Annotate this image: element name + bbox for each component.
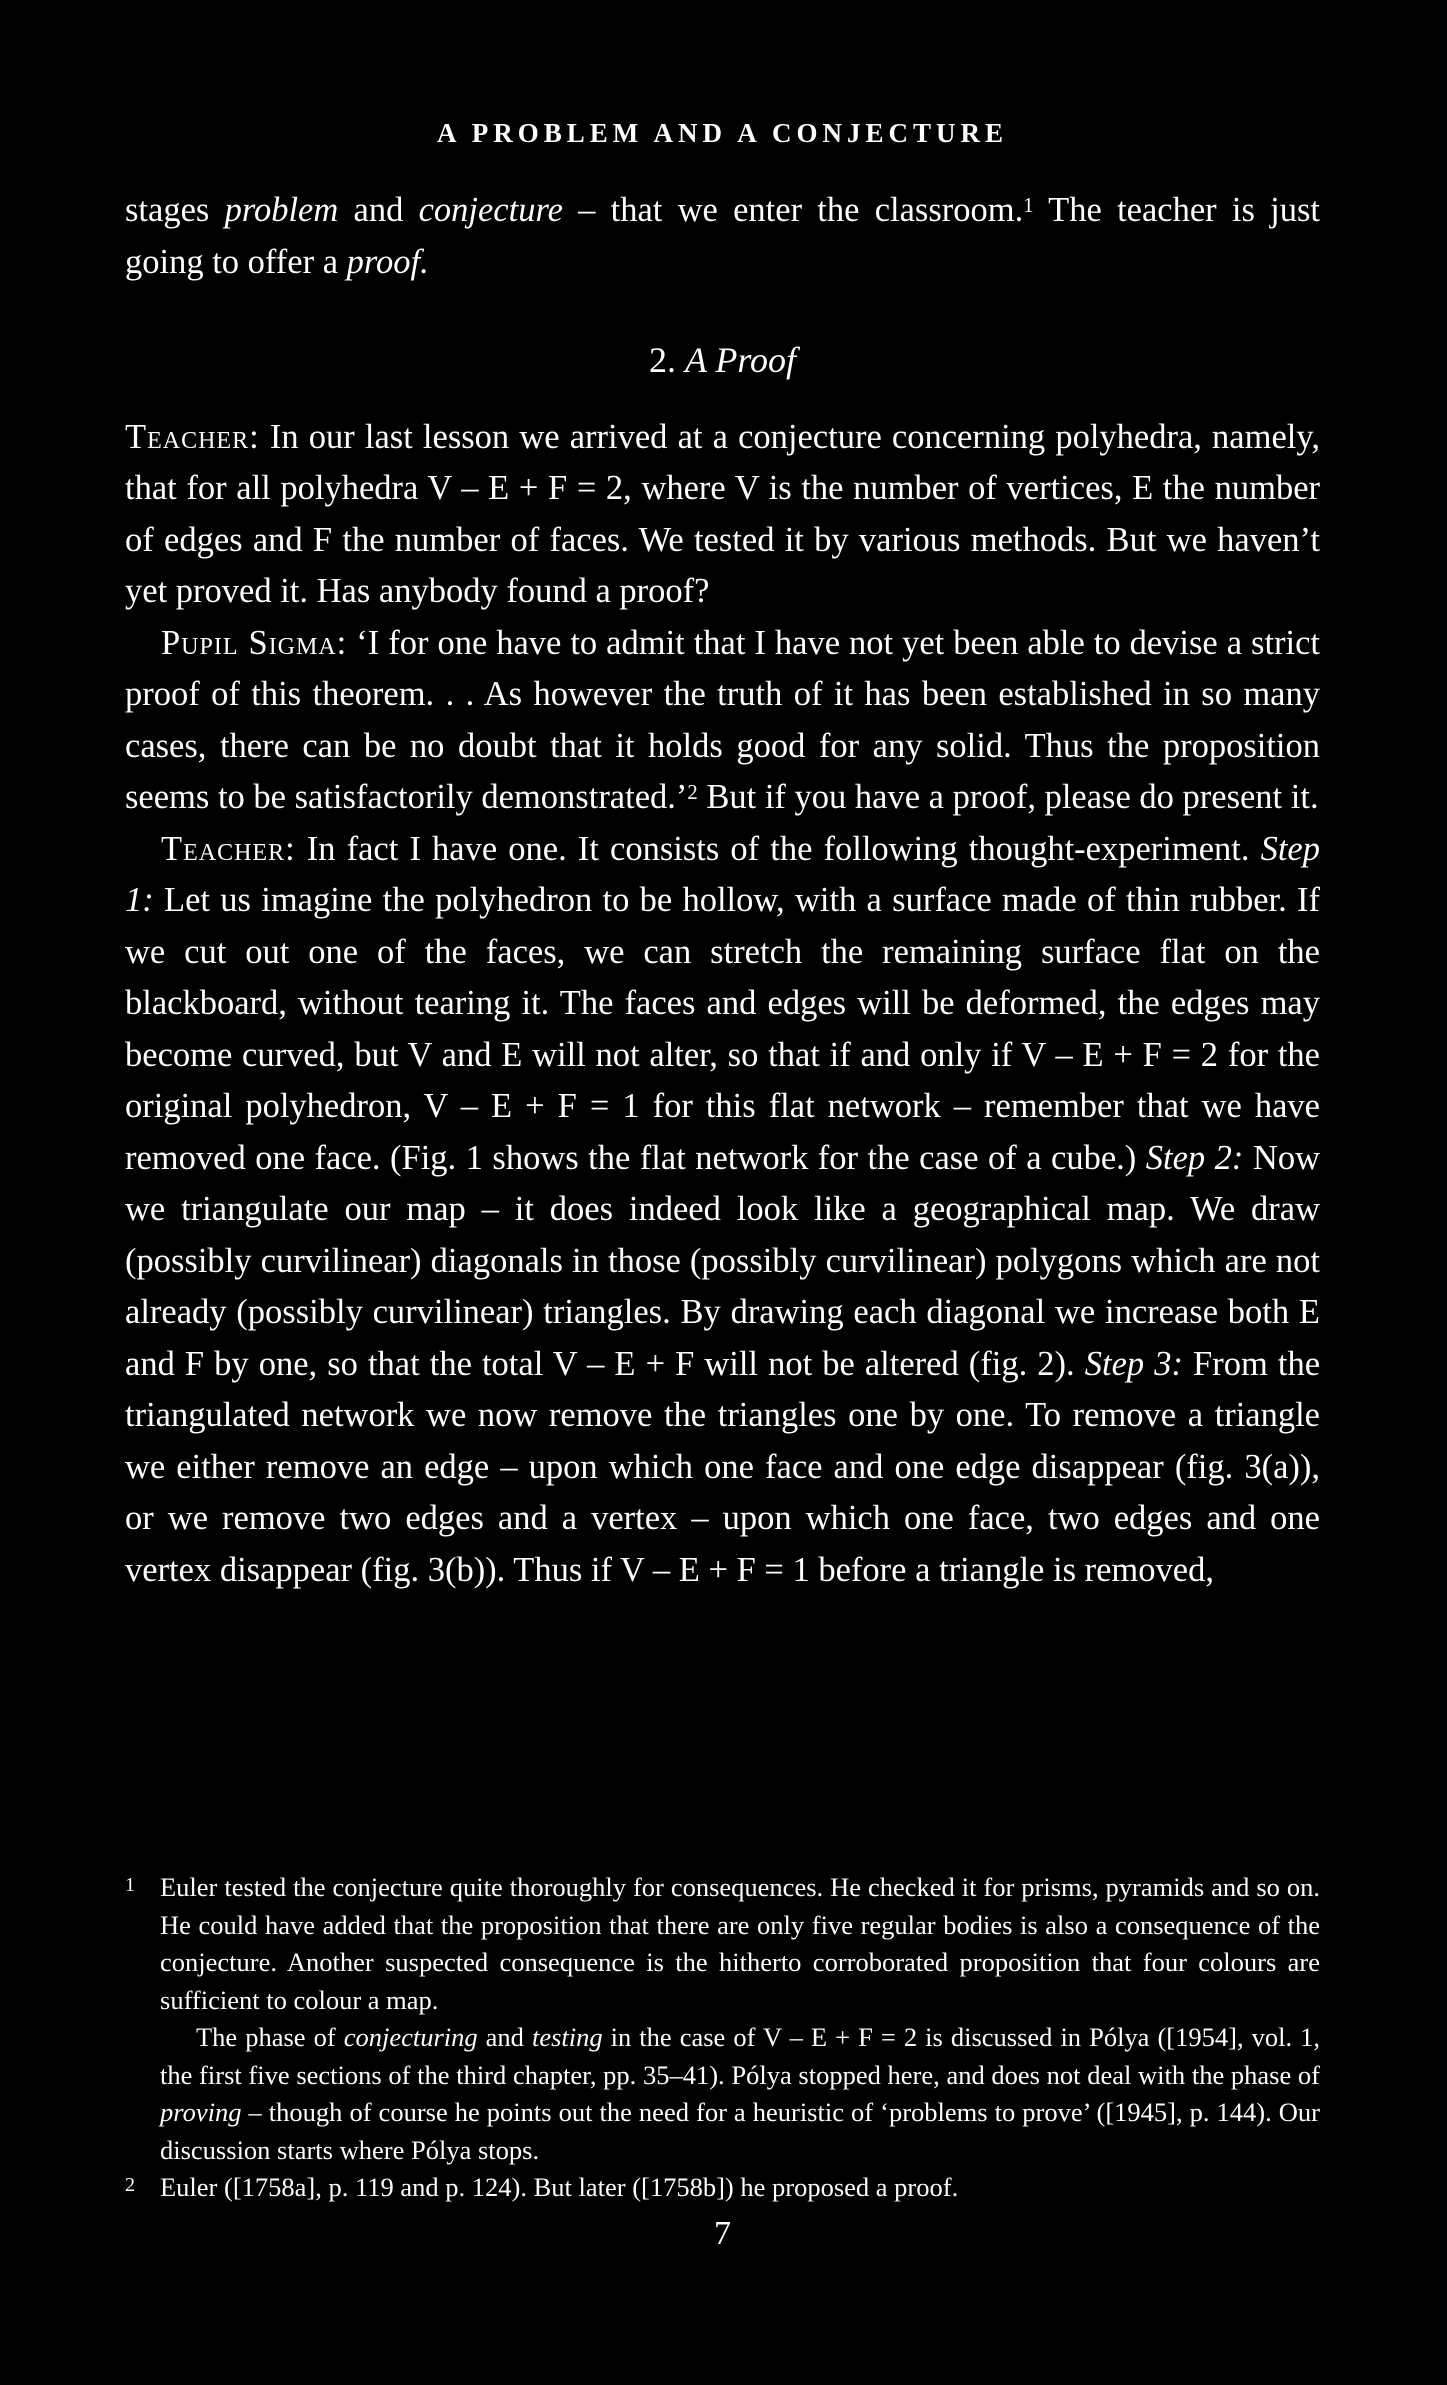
footnote-text: Euler tested the conjecture quite thoroughly for consequences. He checked it for prisms, pyramids and so on. He could have added that the proposition that there are only five regular bodies is also a consequence of the conjecture. Another suspected consequence is the hitherto corroborated proposition that four colours are sufficient to colour a map. (160, 1872, 1320, 2015)
footnote-ref-2[interactable]: 2 (687, 782, 698, 804)
text-run: The teacher is just going to offer a (125, 191, 1320, 281)
speaker-teacher: Teacher: (161, 829, 296, 868)
italic-term: proving (160, 2097, 242, 2127)
text-run: and (338, 191, 419, 229)
italic-term: conjecture (418, 191, 563, 229)
main-text (125, 185, 1320, 1596)
pupil-sigma-paragraph (125, 618, 1320, 824)
step-label: Step 3: (1084, 1344, 1183, 1383)
footnote-text: and (477, 2022, 532, 2052)
text-run: In fact I have one. It consists of the following thought-experiment. (295, 829, 1261, 868)
text-run: – that we enter the classroom. (562, 191, 1024, 229)
text-run: Now we triangulate our map – it does indeed look like a geographical map. We draw (possibly curvilinear) diagonals in those (possibly curvilinear) polygons which are not already (possibly curvilinear) triangles. By drawing each diagonal we increase both E and F by one, so that the total V – E + F will not be altered (fig. 2). (125, 1138, 1320, 1383)
section-title: A Proof (684, 340, 796, 380)
footnote-marker: 2 (125, 2174, 135, 2196)
teacher-paragraph-1 (125, 412, 1320, 618)
footnote-2 (125, 2169, 1320, 2207)
footnote-ref-1[interactable]: 1 (1023, 195, 1034, 217)
section-number: 2. (648, 340, 676, 380)
text-run: Let us imagine the polyhedron to be hollow, with a surface made of thin rubber. If we cut out one of the faces, we can stretch the remaining surface flat on the blackboard, without tearing it. The faces and edges will be deformed, the edges may become curved, but V and E will not alter, so that if and only if V – E + F = 2 for the original polyhedron, V – E + F = 1 for this flat network – remember that we have removed one face. (Fig. 1 shows the flat network for the case of a cube.) (125, 881, 1320, 1177)
italic-term: problem (224, 191, 339, 229)
book-page (125, 0, 1320, 2385)
intro-paragraph (125, 185, 1320, 288)
italic-term: conjecturing (343, 2022, 478, 2052)
footnote-text: in the case of V – E + F = 2 is discussed in Pólya ([1954], vol. 1, the first five sections of the third chapter, pp. 35–41). Pólya stopped here, and does not deal with the phase of (160, 2022, 1320, 2090)
footnote-1 (125, 1869, 1320, 2019)
page-number: 7 (714, 2215, 731, 2252)
section-heading (125, 335, 1320, 387)
text-run: stages (125, 191, 225, 229)
text-run: ‘I for one have to admit that I have not yet been able to devise a strict proof of this theorem. . . As however the truth of it has been established in so many cases, there can be no doubt that it holds good for any solid. Thus the proposition seems to be satisfactorily demonstrated.’ (125, 623, 1320, 816)
footnote-1-continued (125, 2019, 1320, 2169)
step-label: Step 1: (125, 829, 1320, 919)
italic-term: proof. (346, 242, 429, 281)
footnote-marker: 1 (125, 1874, 135, 1896)
italic-term: testing (531, 2022, 603, 2052)
footnote-text: Euler ([1758a], p. 119 and p. 124). But later ([1758b]) he proposed a proof. (160, 2172, 959, 2202)
footnote-text: – though of course he points out the need for a heuristic of ‘problems to prove’ ([1945], p. 144). Our discussion starts where Pólya stops. (160, 2097, 1320, 2165)
footnotes (125, 1869, 1320, 2207)
text-run: In our last lesson we arrived at a conjecture concerning polyhedra, namely, that for all polyhedra V – E + F = 2, where V is the number of vertices, E the number of edges and F the number of faces. We tested it by various methods. But we haven’t yet proved it. Has anybody found a proof? (125, 417, 1320, 610)
teacher-paragraph-2 (125, 824, 1320, 1597)
speaker-teacher: Teacher: (125, 417, 260, 456)
speaker-pupil-sigma: Pupil Sigma: (161, 623, 348, 662)
text-run: From the triangulated network we now remove the triangles one by one. To remove a triangle we either remove an edge – upon which one face and one edge disappear (fig. 3(a)), or we remove two edges and a vertex – upon which one face, two edges and one vertex disappear (fig. 3(b)). Thus if V – E + F = 1 before a triangle is removed, (125, 1344, 1321, 1589)
running-head: A PROBLEM AND A CONJECTURE (436, 118, 1009, 148)
step-label: Step 2: (1145, 1138, 1244, 1177)
footnote-text: The phase of (196, 2022, 344, 2052)
text-run: But if you have a proof, please do present it. (697, 778, 1319, 816)
